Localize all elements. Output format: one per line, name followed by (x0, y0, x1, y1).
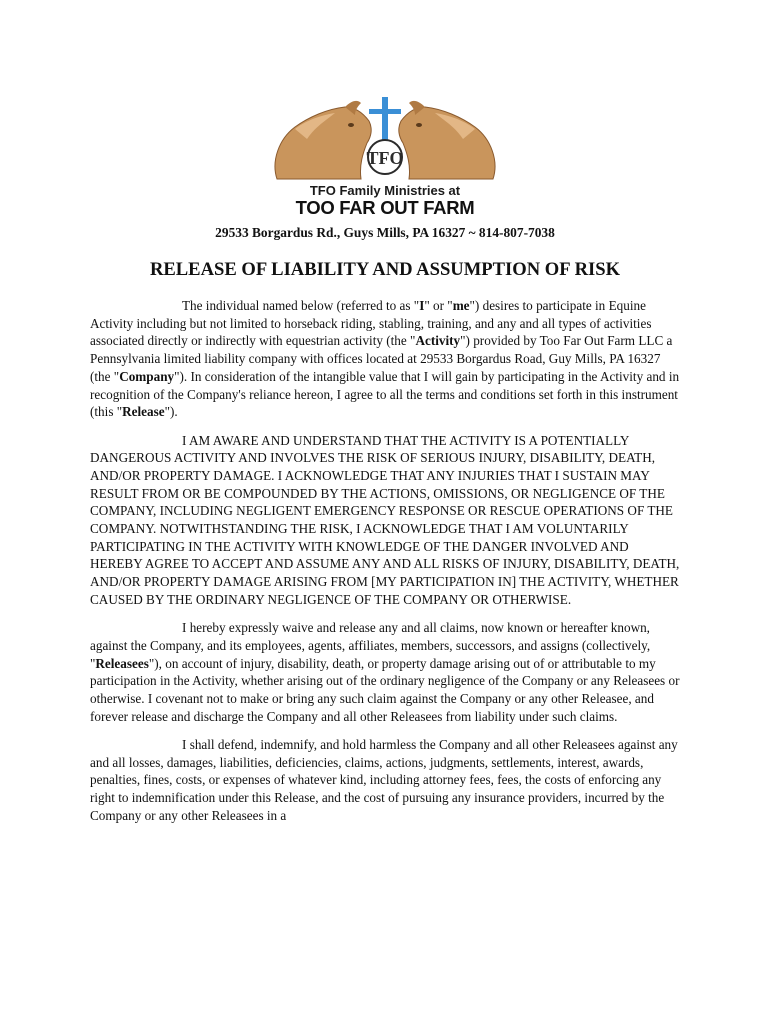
paragraph-indemnification: I shall defend, indemnify, and hold harmless the Company and all other Releasees against any and all losses, damages, liabilities, deficiencies, claims, actions, judgments, settlements, interest, awards, penalties, fines, costs, or expenses of whatever kind, including attorney fees, fees, the costs of enforcing any right to indemnification under this Release, and the cost of pursuing any insurance providers, incurred by the Company or any other Releasees in a (90, 736, 678, 823)
address-line: 29533 Borgardus Rd., Guys Mills, PA 16327 ~ 814-807-7038 (215, 225, 555, 240)
horses-cross-logo-icon (265, 95, 505, 187)
org-name-line1: TFO Family Ministries at (309, 183, 461, 198)
logo-monogram: TFO (366, 148, 404, 168)
org-name-line2: TOO FAR OUT FARM (295, 197, 475, 218)
paragraph-waiver: I hereby expressly waive and release any and all claims, now known or hereafter known, against the Company, and its employees, agents, affiliates, members, successors, and assigns (collectively, "Releasees"), on account of injury, disability, death, or property damage arising out of or attributable to my participation in the Activity, whether arising out of the ordinary negligence of the Company or any Releasees or otherwise. I covenant not to make or bring any such claim against the Company or any other Releasee, and forever release and discharge the Company and all other Releasees from liability under such claims. (90, 620, 680, 724)
farm-logo (265, 95, 505, 220)
paragraph-participation: The individual named below (referred to as "I" or "me") desires to participate in Equine Activity including but not limited to horseback riding, stabling, training, and any and all types of activities associated directly or indirectly with equestrian activity (the "Activity") provided by Too Far Out Farm LLC a Pennsylvania limited liability company with offices located at 29533 Borgardus Road, Guy Mills, PA 16327 (the "Company"). In consideration of the intangible value that I will gain by participating in the Activity and in recognition of the Company's reliance hereon, I agree to all the terms and conditions set forth in this instrument (this "Release"). (90, 298, 680, 420)
document-body (90, 297, 680, 835)
paragraph-assumption-of-risk: I AM AWARE AND UNDERSTAND THAT THE ACTIVITY IS A POTENTIALLY DANGEROUS ACTIVITY AND INVOLVES THE RISK OF SERIOUS INJURY, DISABILITY, DEATH, AND/OR PROPERTY DAMAGE. I ACKNOWLEDGE THAT ANY INJURIES THAT I SUSTAIN MAY RESULT FROM OR BE COMPOUNDED BY THE ACTIONS, OMISSIONS, OR NEGLIGENCE OF THE COMPANY, INCLUDING NEGLIGENT EMERGENCY RESPONSE OR RESCUE OPERATIONS OF THE COMPANY. NOTWITHSTANDING THE RISK, I ACKNOWLEDGE THAT I AM VOLUNTARILY PARTICIPATING IN THE ACTIVITY WITH KNOWLEDGE OF THE DANGER INVOLVED AND HEREBY AGREE TO ACCEPT AND ASSUME ANY AND ALL RISKS OF INJURY, DISABILITY, DEATH, AND/OR PROPERTY DAMAGE ARISING FROM [MY PARTICIPATION IN] THE ACTIVITY, WHETHER CAUSED BY THE ORDINARY NEGLIGENCE OF THE COMPANY OR OTHERWISE. (90, 432, 680, 607)
document-title: RELEASE OF LIABILITY AND ASSUMPTION OF RISK (149, 259, 621, 280)
